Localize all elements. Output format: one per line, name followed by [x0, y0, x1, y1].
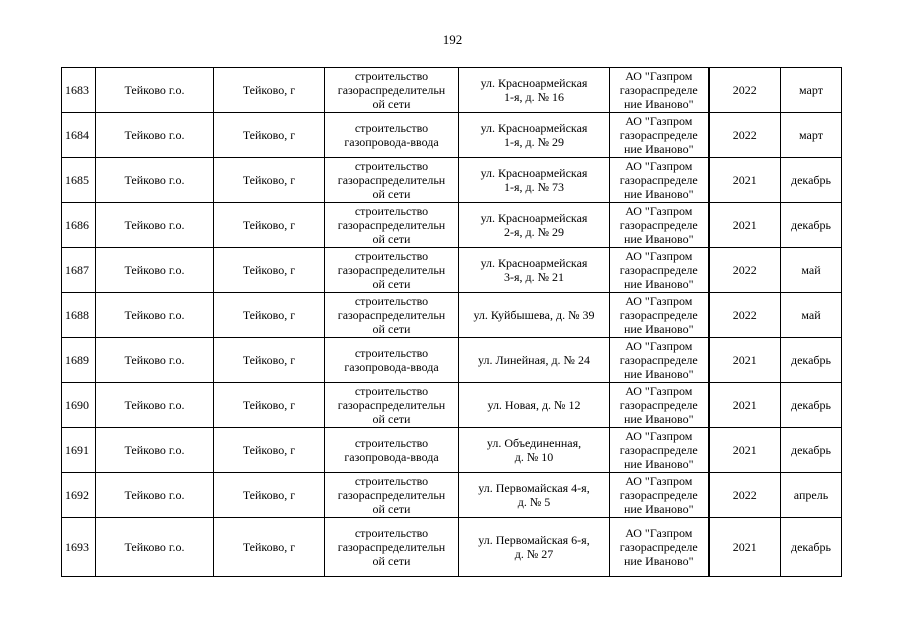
locality-cell: Тейково, г — [214, 338, 325, 383]
work-type-cell: строительство газораспределительн ой сети — [325, 158, 459, 203]
month-cell: май — [781, 293, 842, 338]
district-cell: Тейково г.о. — [96, 293, 214, 338]
month-cell: декабрь — [781, 518, 842, 577]
district-cell: Тейково г.о. — [96, 68, 214, 113]
row-number-cell: 1688 — [62, 293, 96, 338]
organization-cell: АО "Газпром газораспределе ние Иваново" — [610, 383, 709, 428]
address-cell: ул. Линейная, д. № 24 — [459, 338, 610, 383]
district-cell: Тейково г.о. — [96, 158, 214, 203]
table-row — [62, 203, 842, 248]
organization-cell: АО "Газпром газораспределе ние Иваново" — [610, 293, 709, 338]
organization-cell: АО "Газпром газораспределе ние Иваново" — [610, 158, 709, 203]
district-cell: Тейково г.о. — [96, 383, 214, 428]
address-cell: ул. Красноармейская 1-я, д. № 16 — [459, 68, 610, 113]
address-cell: ул. Первомайская 6-я, д. № 27 — [459, 518, 610, 577]
table-body — [62, 68, 842, 577]
gasification-table — [61, 67, 842, 577]
year-cell: 2022 — [709, 248, 781, 293]
row-number-cell: 1692 — [62, 473, 96, 518]
address-cell: ул. Красноармейская 1-я, д. № 73 — [459, 158, 610, 203]
table-row — [62, 248, 842, 293]
page-number: 192 — [442, 32, 463, 47]
month-cell: декабрь — [781, 428, 842, 473]
year-cell: 2021 — [709, 383, 781, 428]
address-cell: ул. Куйбышева, д. № 39 — [459, 293, 610, 338]
organization-cell: АО "Газпром газораспределе ние Иваново" — [610, 248, 709, 293]
year-cell: 2022 — [709, 113, 781, 158]
table-row — [62, 473, 842, 518]
address-cell: ул. Красноармейская 3-я, д. № 21 — [459, 248, 610, 293]
locality-cell: Тейково, г — [214, 158, 325, 203]
district-cell: Тейково г.о. — [96, 518, 214, 577]
year-cell: 2022 — [709, 473, 781, 518]
district-cell: Тейково г.о. — [96, 473, 214, 518]
district-cell: Тейково г.о. — [96, 113, 214, 158]
row-number-cell: 1693 — [62, 518, 96, 577]
year-cell: 2021 — [709, 203, 781, 248]
locality-cell: Тейково, г — [214, 428, 325, 473]
organization-cell: АО "Газпром газораспределе ние Иваново" — [610, 428, 709, 473]
locality-cell: Тейково, г — [214, 518, 325, 577]
address-cell: ул. Красноармейская 2-я, д. № 29 — [459, 203, 610, 248]
locality-cell: Тейково, г — [214, 248, 325, 293]
address-cell: ул. Первомайская 4-я, д. № 5 — [459, 473, 610, 518]
row-number-cell: 1684 — [62, 113, 96, 158]
month-cell: апрель — [781, 473, 842, 518]
organization-cell: АО "Газпром газораспределе ние Иваново" — [610, 518, 709, 577]
work-type-cell: строительство газораспределительн ой сети — [325, 203, 459, 248]
month-cell: декабрь — [781, 158, 842, 203]
row-number-cell: 1687 — [62, 248, 96, 293]
organization-cell: АО "Газпром газораспределе ние Иваново" — [610, 68, 709, 113]
year-cell: 2022 — [709, 293, 781, 338]
row-number-cell: 1691 — [62, 428, 96, 473]
year-cell: 2021 — [709, 158, 781, 203]
district-cell: Тейково г.о. — [96, 428, 214, 473]
year-cell: 2021 — [709, 518, 781, 577]
locality-cell: Тейково, г — [214, 68, 325, 113]
month-cell: декабрь — [781, 203, 842, 248]
table-row — [62, 428, 842, 473]
locality-cell: Тейково, г — [214, 203, 325, 248]
month-cell: март — [781, 68, 842, 113]
month-cell: март — [781, 113, 842, 158]
row-number-cell: 1686 — [62, 203, 96, 248]
year-cell: 2021 — [709, 428, 781, 473]
work-type-cell: строительство газораспределительн ой сети — [325, 293, 459, 338]
district-cell: Тейково г.о. — [96, 248, 214, 293]
work-type-cell: строительство газопровода-ввода — [325, 338, 459, 383]
table-row — [62, 383, 842, 428]
district-cell: Тейково г.о. — [96, 338, 214, 383]
month-cell: декабрь — [781, 338, 842, 383]
locality-cell: Тейково, г — [214, 113, 325, 158]
work-type-cell: строительство газораспределительн ой сети — [325, 383, 459, 428]
organization-cell: АО "Газпром газораспределе ние Иваново" — [610, 473, 709, 518]
month-cell: декабрь — [781, 383, 842, 428]
district-cell: Тейково г.о. — [96, 203, 214, 248]
table-row — [62, 113, 842, 158]
year-cell: 2022 — [709, 68, 781, 113]
row-number-cell: 1683 — [62, 68, 96, 113]
row-number-cell: 1689 — [62, 338, 96, 383]
work-type-cell: строительство газораспределительн ой сети — [325, 248, 459, 293]
address-cell: ул. Объединенная, д. № 10 — [459, 428, 610, 473]
organization-cell: АО "Газпром газораспределе ние Иваново" — [610, 113, 709, 158]
work-type-cell: строительство газораспределительн ой сети — [325, 473, 459, 518]
table-row — [62, 518, 842, 577]
organization-cell: АО "Газпром газораспределе ние Иваново" — [610, 203, 709, 248]
locality-cell: Тейково, г — [214, 293, 325, 338]
work-type-cell: строительство газораспределительн ой сети — [325, 518, 459, 577]
locality-cell: Тейково, г — [214, 473, 325, 518]
work-type-cell: строительство газопровода-ввода — [325, 113, 459, 158]
table-row — [62, 293, 842, 338]
table-row — [62, 338, 842, 383]
work-type-cell: строительство газораспределительн ой сети — [325, 68, 459, 113]
month-cell: май — [781, 248, 842, 293]
address-cell: ул. Новая, д. № 12 — [459, 383, 610, 428]
work-type-cell: строительство газопровода-ввода — [325, 428, 459, 473]
address-cell: ул. Красноармейская 1-я, д. № 29 — [459, 113, 610, 158]
table-row — [62, 68, 842, 113]
year-cell: 2021 — [709, 338, 781, 383]
table-row — [62, 158, 842, 203]
row-number-cell: 1690 — [62, 383, 96, 428]
row-number-cell: 1685 — [62, 158, 96, 203]
locality-cell: Тейково, г — [214, 383, 325, 428]
organization-cell: АО "Газпром газораспределе ние Иваново" — [610, 338, 709, 383]
